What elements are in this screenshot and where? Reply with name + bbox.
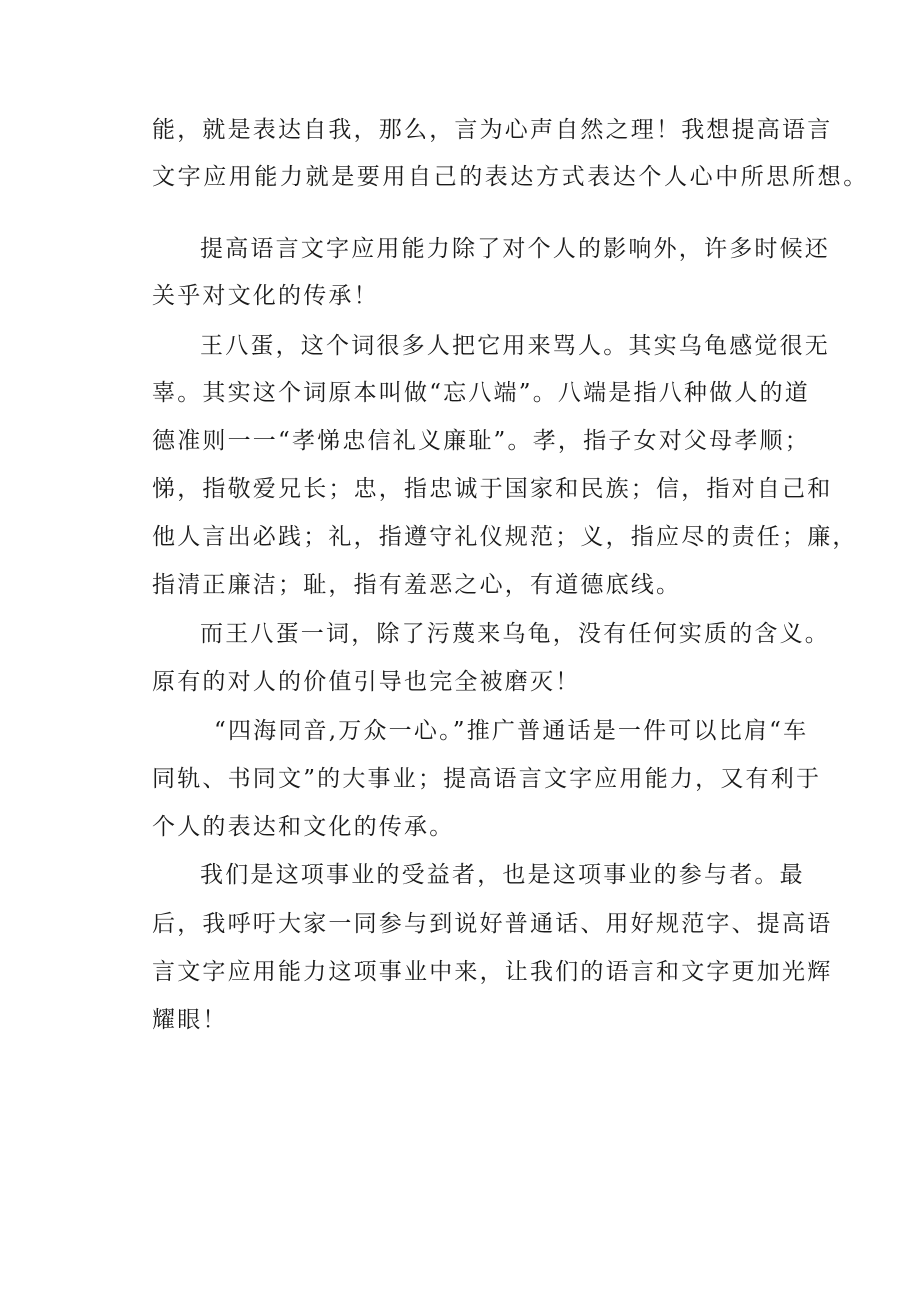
text-line: 个人的表达和文化的传承。 <box>152 814 455 840</box>
text-line: 言文字应用能力这项事业中来，让我们的语言和文字更加光辉 <box>152 959 833 985</box>
paragraph-first-line: 而王八蛋一词，除了污蔑来乌龟，没有任何实质的含义。 <box>200 621 830 647</box>
text-line: 原有的对人的价值引导也完全被磨灭！ <box>152 669 581 695</box>
text-line: 耀眼！ <box>152 1007 228 1033</box>
text-line: 他人言出必践；礼，指遵守礼仪规范；义，指应尽的责任；廉， <box>152 524 858 550</box>
text-line: 悌，指敬爱兄长；忠，指忠诚于国家和民族；信，指对自己和 <box>152 476 833 502</box>
text-line: 后，我呼吁大家一同参与到说好普通话、用好规范字、提高语 <box>152 911 833 937</box>
text-line: 同轨、书同文”的大事业；提高语言文字应用能力，又有利于 <box>152 766 822 792</box>
text-line: 指清正廉洁；耻，指有羞恶之心，有道德底线。 <box>152 572 682 598</box>
paragraph-first-line: 王八蛋，这个词很多人把它用来骂人。其实乌龟感觉很无 <box>200 333 830 359</box>
text-line: 文字应用能力就是要用自己的表达方式表达个人心中所思所想。 <box>152 164 869 190</box>
text-line: 能，就是表达自我，那么，言为心声自然之理！我想提高语言 <box>152 117 833 143</box>
text-line: 德准则一一“孝悌忠信礼义廉耻”。孝，指子女对父母孝顺； <box>152 428 810 454</box>
text-line: 关乎对文化的传承！ <box>152 283 379 309</box>
paragraph-first-line: 我们是这项事业的受益者，也是这项事业的参与者。最 <box>200 862 805 888</box>
text-line: 辜。其实这个词原本叫做“忘八端”。八端是指八种做人的道 <box>152 380 810 406</box>
paragraph-first-line: 提高语言文字应用能力除了对个人的影响外，许多时候还 <box>200 236 830 262</box>
paragraph-first-line: “四海同音,万众一心。”推广普通话是一件可以比肩“车 <box>214 718 809 744</box>
